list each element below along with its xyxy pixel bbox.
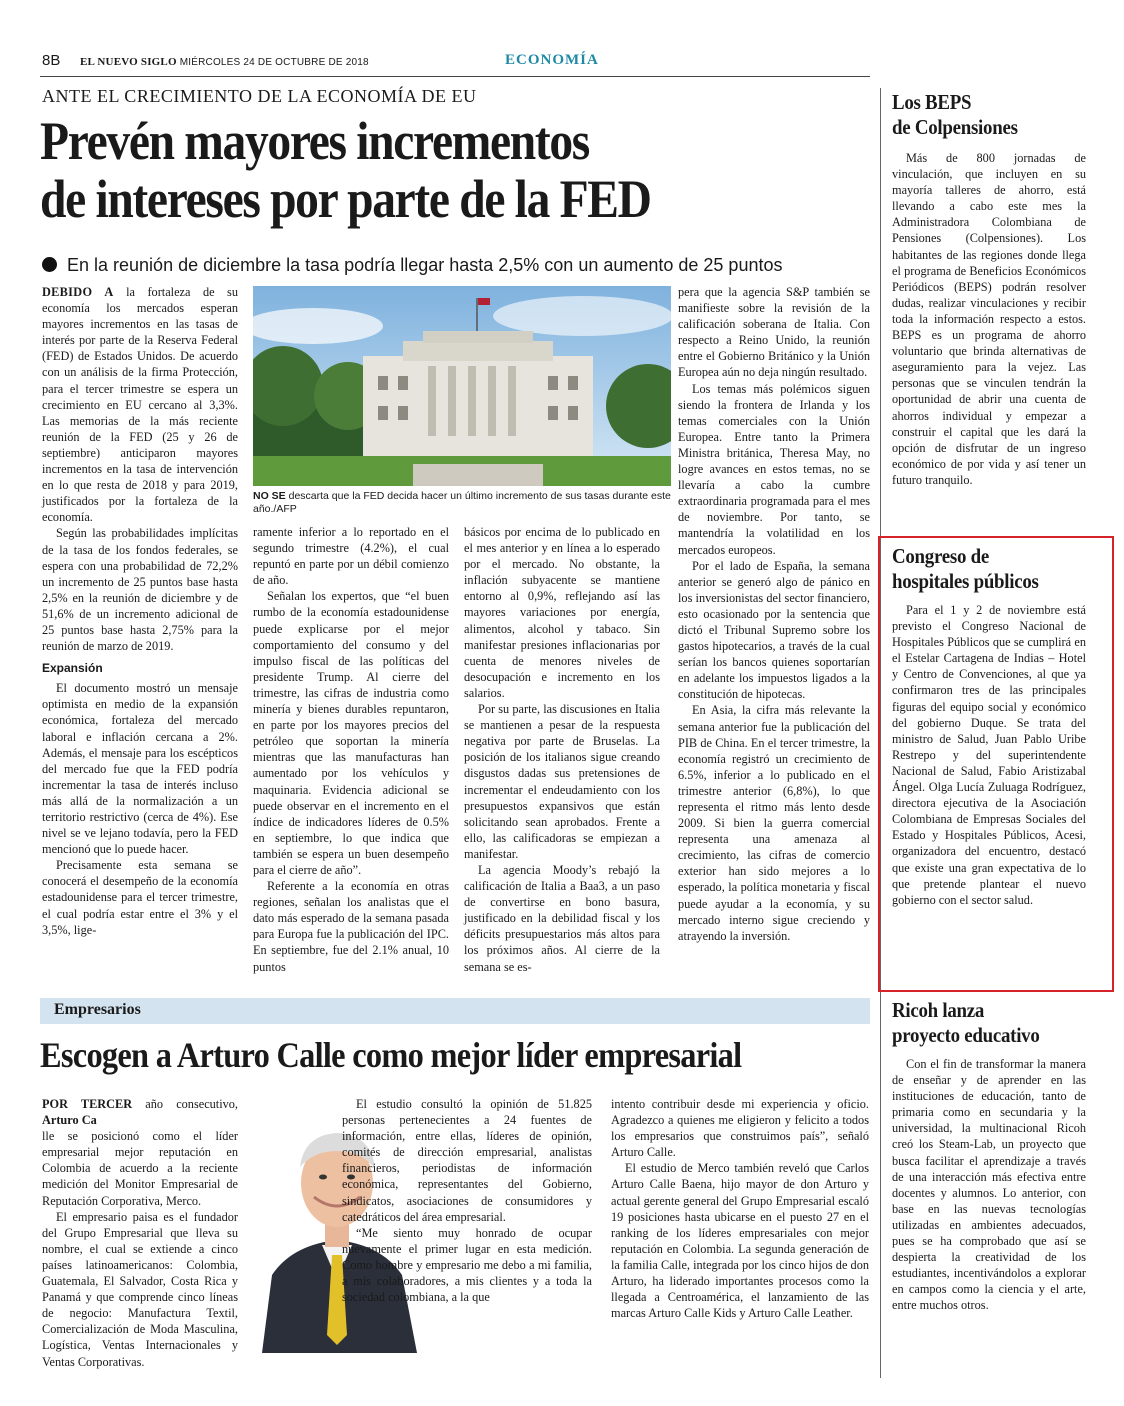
second-column-1 (42, 1096, 238, 1370)
paragraph: El estudio consultó la opinión de 51.825 personas pertenecientes a 24 fuentes de información, entre ellas, líderes de opinión, comités de dirección empresarial, analistas financieros, periodistas de información económica, representantes del Gobierno, sindicatos, asociaciones de consumidores y catedráticos del área empresarial. (342, 1097, 592, 1224)
congreso-text (892, 602, 1086, 908)
paragraph: Señalan los expertos, que “el buen rumbo de la economía estadounidense puede explicarse por el mejor comportamiento del consumo y del impulso fiscal de las políticas del presidente Trump. Al cierre del trimestre, las cifras de industria como minería y bienes durables repuntaron, en parte por los mayores precios del petróleo que soportan la minería mientras que las manufacturas han aumentado por los vehículos y maquinaria. Evidencia adicional se puede observar en el incremento en el índice de indicadores líderes de 0.5% en septiembre, lo que indica que también se espera un buen desempeño para el cierre de año”. (253, 589, 449, 877)
page-number: 8B (42, 52, 61, 69)
lead-word: POR TERCER (42, 1097, 133, 1111)
paragraph: La agencia Moody’s rebajó la calificación de Italia a Baa3, a un paso de convertirse en bono basura, justificado en la debilidad fiscal y los déficits presupuestarios más altos para los próximos años. Al cierre de la semana se es- (464, 862, 660, 974)
congreso-title-line-1: Congreso de (892, 544, 989, 568)
article-kicker: ANTE EL CRECIMIENTO DE LA ECONOMÍA DE EU (42, 86, 477, 106)
bullet-icon (42, 257, 57, 272)
paragraph (42, 284, 238, 525)
subheadline-text: En la reunión de diciembre la tasa podría llegar hasta 2,5% con un aumento de 25 puntos (67, 255, 783, 275)
article-column-4 (678, 284, 870, 944)
paragraph: Por su parte, las discusiones en Italia se mantienen a pesar de la respuesta negativa por parte de Bruselas. La posición de los italianos sigue creando disgustos dadas sus pretensiones de incrementar el endeudamiento con los presupuestos expansivos que están solicitando sean aprobados. Frente a ello, las calificadoras se empiezan a manifestar. (464, 702, 660, 861)
subheading: Expansión (42, 661, 103, 676)
ricoh-title-line-2: proyecto educativo (892, 1023, 1040, 1047)
paragraph: Según las probabilidades implícitas de la tasa de los fondos federales, se espera con una probabilidad de 72,2% un incremento de 25 puntos base hasta 2,5% en la reunión de diciembre y de 51,6% de un incremento adicional de 25 puntos base hasta 2,75% para la reunión de marzo de 2019. (42, 526, 238, 654)
paragraph: intento contribuir desde mi experiencia y oficio. Agradezco a quienes me eligieron y felicito a todos los empresarios que construimos país”, señaló Arturo Calle. (611, 1097, 869, 1160)
ricoh-title-line-1: Ricoh lanza (892, 998, 985, 1022)
fed-building-photo (253, 286, 671, 486)
paragraph: ramente inferior a lo reportado en el segundo trimestre (4.2%), el cual repuntó en parte por un débil comienzo de año. (253, 525, 449, 588)
paragraph: El documento mostró un mensaje optimista en medio de la expansión económica, fortaleza del mercado laboral e inflación cercana a 2%. Además, el mensaje para los escépticos del mercado fue que la FED podría incrementar la tasa de interés incluso más allá de la normalización a un territorio restrictivo (cerca de 4%). Ese nivel se ve lejano todavía, pero la FED mencionó que lo puede hacer. (42, 681, 238, 857)
paragraph: Para el 1 y 2 de noviembre está previsto el Congreso Nacional de Hospitales Públicos que se cumplirá en el Estelar Cartagena de Indias – Hotel y Centro de Convenciones, al que ya confirmaron tres de las principales figuras del equipo social y económico del gobierno Duque. Se trata del ministro de Salud, Juan Pablo Uribe Restrepo y del superintendente Nacional de Salud, Fabio Aristizabal Ángel. Olga Lucía Zuluaga Rodríguez, directora ejecutiva de la Asociación Colombiana de Empresas Sociales del Estado y Hospitales Públicos, Acesi, organizadora del encuentro, destacó que existe una gran expectativa de lo que pretende plantear el nuevo gobierno con el sector salud. (892, 603, 1086, 907)
section-band (40, 998, 870, 1024)
paragraph: Por el lado de España, la semana anterior se generó algo de pánico en los inversionistas del sector financiero, esto ocasionado por la sentencia que dictó el Tribunal Supremo sobre los gastos hipotecarios, a través de la cual serían los bancos quienes soportarían en adelante los impuestos ligados a la constitución de hipotecas. (678, 558, 870, 702)
paragraph: lle se posicionó como el líder empresarial mejor reputación en Colombia de acuerdo a la reciente medición del Monitor Empresarial de Reputación Corporativa, Merco. (42, 1129, 238, 1208)
paragraph: Más de 800 jornadas de vinculación, que incluyen en su mayoría talleres de ahorro, está llevando a cabo este mes la Administradora Colombiana de Pensiones (Colpensiones). Los habitantes de las regiones donde llega el programa de Beneficios Económicos Periódicos (BEPS) podrán resolver dudas, realizar vinculaciones y recibir toda la información respecto a estos. BEPS es un programa de ahorro voluntario que brinda alternativas de aseguramiento para la vejez. Las personas que se vinculen tendrán la oportunidad de abrir una cuenta de ahorros individual y empezar a construir el capital que les dará la opción de disfrutar de un ingreso económico de por vida y así tener un futuro tranquilo. (892, 151, 1086, 487)
paragraph: El empresario paisa es el fundador del Grupo Empresarial que lleva su nombre, el cual se extiende a cinco países latinoamericanos: Colombia, Guatemala, El Salvador, Costa Rica y Panamá y que comprende cinco líneas de negocio: Manufactura Textil, Comercialización de Moda Masculina, Logística, Ventas Internacionales y Ventas Corporativas. (42, 1209, 238, 1369)
congreso-title (892, 544, 1092, 594)
beps-text (892, 150, 1086, 488)
masthead (80, 56, 369, 68)
lead-rest: año consecutivo, (132, 1097, 238, 1111)
caption-lead: NO SE (253, 490, 286, 502)
beps-title (892, 90, 1092, 140)
lead-word: DEBIDO A (42, 285, 114, 299)
caption-text: descarta que la FED decida hacer un último incremento de sus tasas durante este año./AFP (253, 490, 671, 515)
paragraph: básicos por encima de lo publicado en el mes anterior y en línea a lo esperado por el mercado. No obstante, la inflación subyacente se mantiene entorno al 0,9%, reflejando así las mayores variaciones por energía, alimentos, alcohol y tabaco. Sin manifestar presiones inflacionarias por cuenta de menores niveles de desocupación e incremento en los salarios. (464, 525, 660, 700)
ricoh-text (892, 1056, 1086, 1314)
paragraph-text: la fortaleza de su economía los mercados esperan mayores incrementos en las tasas de interés por parte de la Reserva Federal (FED) de Estados Unidos. De acuerdo con un análisis de la firma Protección, para el tercer trimestre se espera un crecimiento en EU cercano al 3,3%. Las memorias de la más reciente reunión de la FED (25 y 26 de septiembre) anticiparon mayores incrementos en la tasa de intervención en lo que resta de 2018 y para 2019, justificados por la fortaleza de la economía. (42, 285, 238, 525)
lead-name: Arturo Ca (42, 1113, 97, 1128)
article-column-1 (42, 284, 238, 938)
header-rule (40, 76, 870, 77)
second-column-2 (342, 1096, 592, 1305)
photo-caption (253, 490, 671, 516)
ricoh-title (892, 998, 1092, 1048)
second-column-3 (611, 1096, 869, 1321)
paper-name: EL NUEVO SIGLO (80, 56, 177, 68)
paragraph: En Asia, la cifra más relevante la semana anterior fue la publicación del PIB de China. En el tercer trimestre, la economía registró un crecimiento de 6.5%, inferior a lo publicado en el trimestre anterior (6,8%), lo que representa el ritmo más lento desde 2009. Si bien la guerra comercial representa una amenaza al crecimiento, las cifras de comercio exterior han sido mejores a lo esperado, la política monetaria y fiscal puede ayudar a la economía, y su mercado interno sigue creciendo y atrayendo la inversión. (678, 703, 870, 943)
paragraph: Con el fin de transformar la manera de enseñar y de aprender en las instituciones de educación, tanto de primaria como en secundaria y la universidad, la multinacional Ricoh creó los Steam-Lab, un proyecto que busca facilitar el aprendizaje a través de una interacción más efectiva entre docentes y alumnos. Lo anterior, con base en las nuevas tecnologías utilizadas en ambientes adecuados, pues se ha comprobado que así se despierta la creatividad de los estudiantes, incentivándolos a explorar en campos como la ciencia y el arte, entre muchos otros. (892, 1057, 1086, 1313)
second-headline: Escogen a Arturo Calle como mejor líder empresarial (40, 1035, 742, 1075)
article-column-2 (253, 524, 449, 975)
beps-title-line-1: Los BEPS (892, 90, 972, 114)
congreso-title-line-2: hospitales públicos (892, 569, 1039, 593)
article-headline (40, 112, 770, 228)
section-band-label: Empresarios (54, 1001, 141, 1018)
issue-date: MIÉRCOLES 24 DE OCTUBRE DE 2018 (179, 57, 369, 68)
beps-title-line-2: de Colpensiones (892, 115, 1018, 139)
article-column-3 (464, 524, 660, 975)
paragraph: pera que la agencia S&P también se manifieste sobre la revisión de la calificación soberana de Italia. Con respecto a Reino Unido, la reunión entre el Gobierno Británico y la Unión Europea aún no deja ningún resultado. (678, 285, 870, 380)
paragraph: Los temas más polémicos siguen siendo la frontera de Irlanda y los temas comerciales con la Unión Europea. Entre tanto la Primera Ministra británica, Theresa May, no logre avances en estos temas, no se llevaría a cabo la cumbre extraordinaria programada para el mes de noviembre. Por tanto, se mantendría la volatilidad en los mercados europeos. (678, 381, 870, 557)
paragraph (42, 1096, 238, 1128)
paragraph: Referente a la economía en otras regiones, señalan los analistas que el dato más esperado de la semana pasada para Europa fue la publicación del IPC. En septiembre, fue del 2.1% anual, 10 puntos (253, 879, 449, 974)
headline-line-1: Prevén mayores incrementos (40, 111, 589, 171)
paragraph: El estudio de Merco también reveló que Carlos Arturo Calle Baena, hijo mayor de don Arturo y actual gerente general del Grupo Empresarial escaló 19 posiciones hasta ubicarse en el puesto 27 en el ranking de los líderes empresariales con mejor reputación en Colombia. La segunda generación de la familia Calle, integrada por los cinco hijos de don Arturo, ha liderado importantes procesos como la llegada a Centroamérica, el lanzamiento de las marcas Arturo Calle Kids y Arturo Calle Leather. (611, 1161, 869, 1321)
section-name: ECONOMÍA (505, 52, 599, 68)
fed-building-image (253, 286, 671, 486)
headline-line-2: de intereses por parte de la FED (40, 169, 651, 229)
paragraph: Precisamente esta semana se conocerá el desempeño de la economía estadounidense para el tercer trimestre, el cual podría estar entre el 3% y el 3,5%, lige- (42, 858, 238, 937)
article-subheadline (42, 255, 782, 276)
paragraph: “Me siento muy honrado de ocupar nuevamente el primer lugar en esta medición. Como hombre y empresario me debo a mi familia, a mis colaboradores, a mis clientes y a toda la sociedad colombiana, a la que (342, 1225, 592, 1305)
